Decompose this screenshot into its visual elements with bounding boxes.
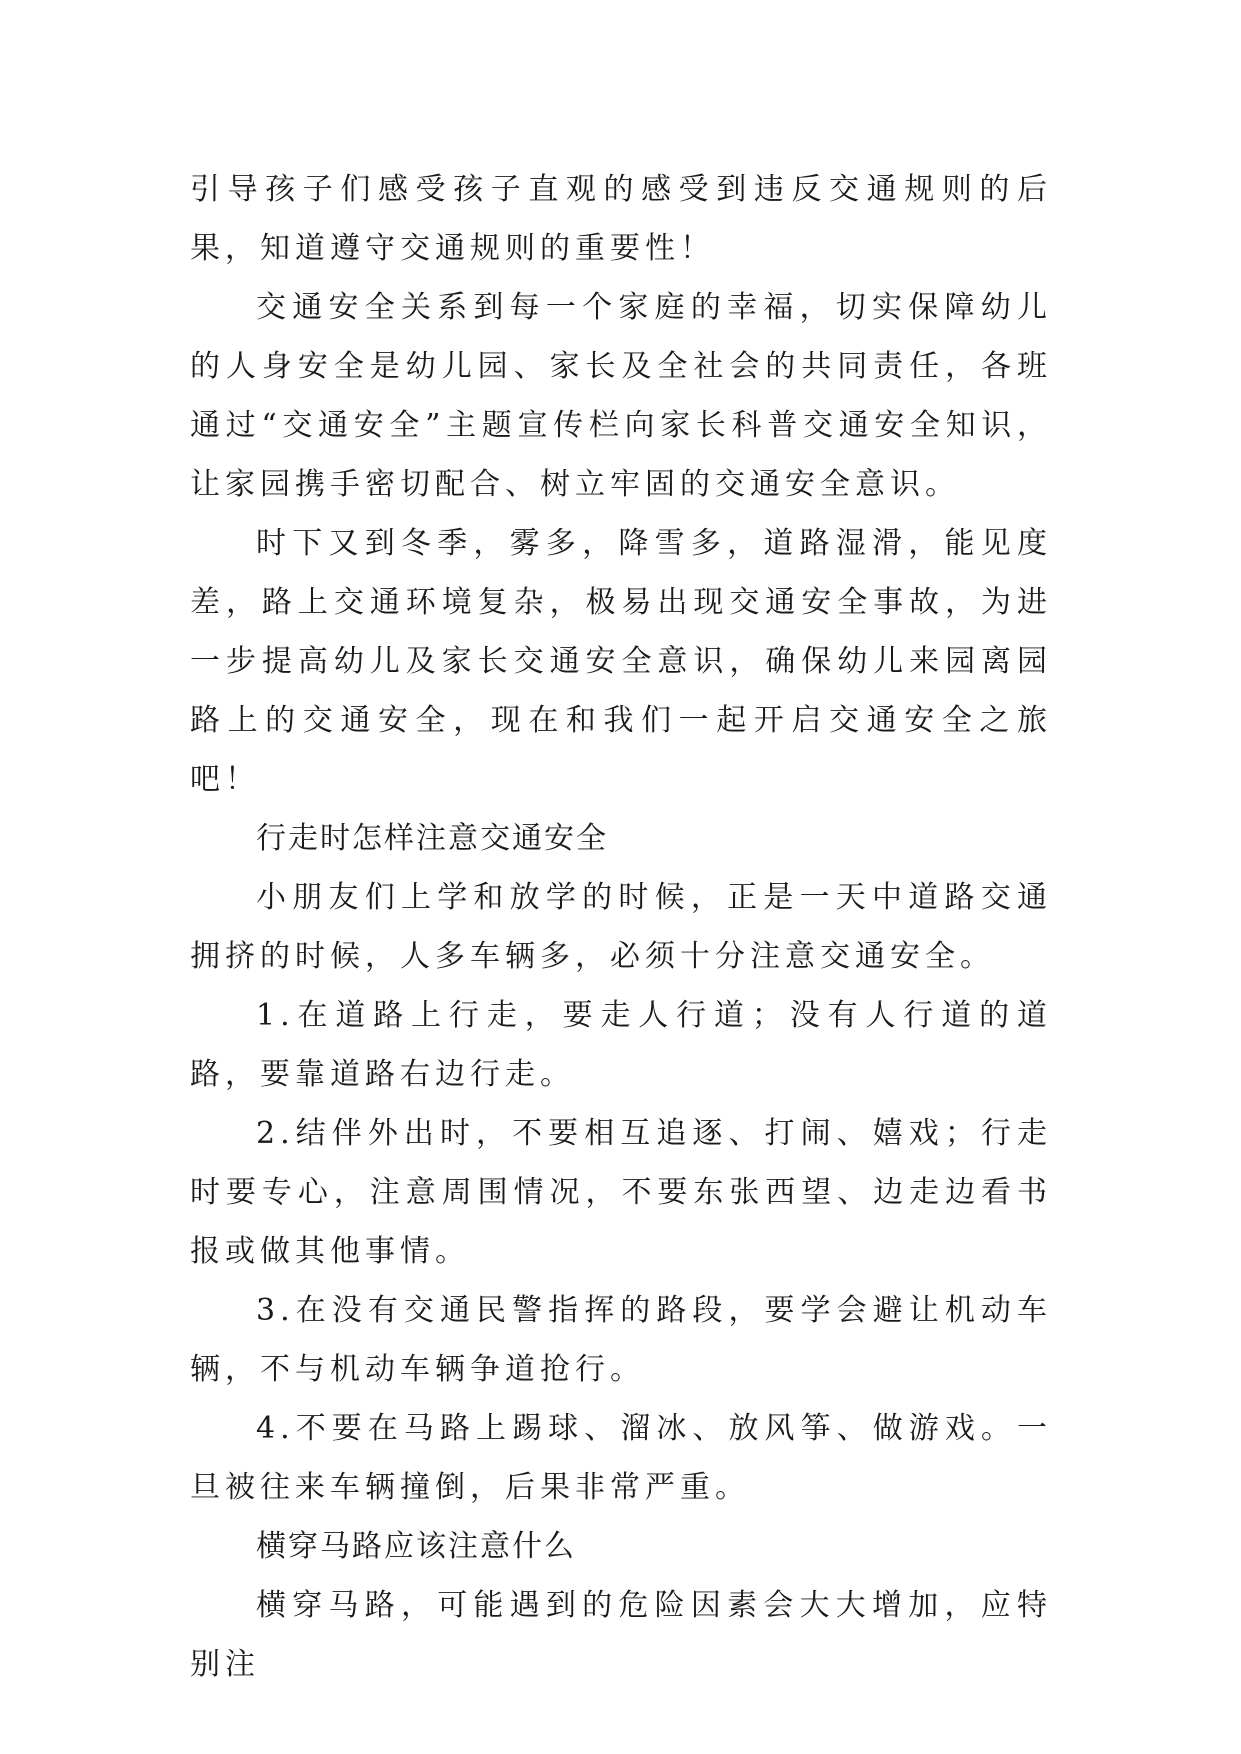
paragraph-school-traffic: 小朋友们上学和放学的时候，正是一天中道路交通拥挤的时候，人多车辆多，必须十分注意交通安全。 — [190, 880, 1052, 974]
list-item-2: 2.结伴外出时，不要相互追逐、打闹、嬉戏；行走时要专心，注意周围情况，不要东张西望、边走边看书报或做其他事情。 — [190, 1116, 1052, 1269]
document-body — [190, 160, 1052, 1694]
list-item-1: 1.在道路上行走，要走人行道；没有人行道的道路，要靠道路右边行走。 — [190, 998, 1052, 1092]
paragraph-family-safety: 交通安全关系到每一个家庭的幸福，切实保障幼儿的人身安全是幼儿园、家长及全社会的共同责任，各班通过“交通安全”主题宣传栏向家长科普交通安全知识，让家园携手密切配合、树立牢固的交通安全意识。 — [190, 290, 1052, 502]
list-item-4: 4.不要在马路上踢球、溜冰、放风筝、做游戏。一旦被往来车辆撞倒，后果非常严重。 — [190, 1411, 1052, 1505]
paragraph-winter-conditions: 时下又到冬季，雾多，降雪多，道路湿滑，能见度差，路上交通环境复杂，极易出现交通安全事故，为进一步提高幼儿及家长交通安全意识，确保幼儿来园离园路上的交通安全，现在和我们一起开启交通安全之旅吧！ — [190, 526, 1052, 797]
section-heading-walking: 行走时怎样注意交通安全 — [256, 821, 608, 856]
paragraph-intro-continued: 引导孩子们感受孩子直观的感受到违反交通规则的后果，知道遵守交通规则的重要性！ — [190, 172, 1052, 266]
list-item-3: 3.在没有交通民警指挥的路段，要学会避让机动车辆，不与机动车辆争道抢行。 — [190, 1293, 1052, 1387]
section-heading-crossing: 横穿马路应该注意什么 — [256, 1529, 576, 1564]
paragraph-crossing-intro: 横穿马路，可能遇到的危险因素会大大增加，应特别注 — [190, 1588, 1052, 1682]
